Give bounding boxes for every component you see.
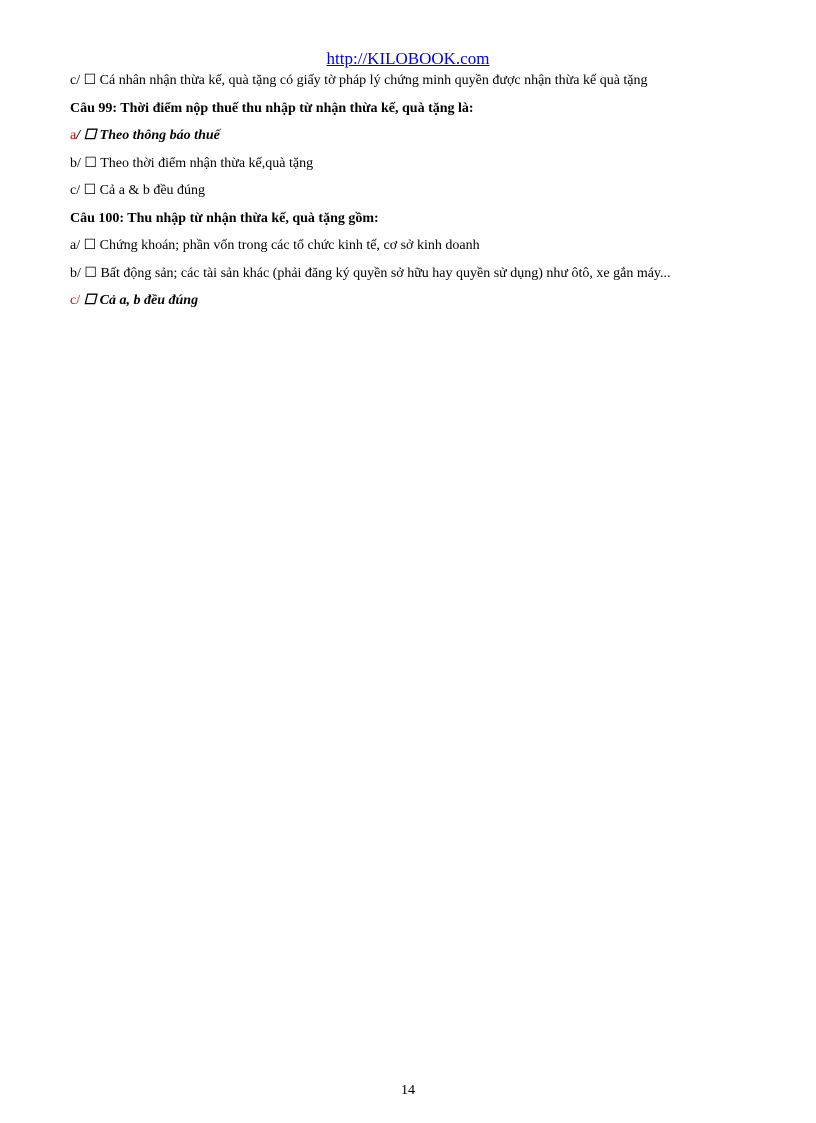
document-body — [70, 72, 770, 320]
header-link[interactable]: http://KILOBOOK.com — [326, 49, 490, 68]
option-text: ☐ Theo thời điểm nhận thừa kế,quà tặng — [84, 155, 314, 171]
option-prefix: b/ — [70, 265, 81, 281]
page-number: 14 — [401, 1083, 415, 1098]
question-100: Câu 100: Thu nhập từ nhận thừa kế, quà tặng gồm: — [70, 210, 379, 226]
option-text: ☐ Cả a & b đều đúng — [83, 183, 206, 198]
answer-option-c-correct — [70, 292, 770, 310]
answer-option-b — [70, 265, 770, 283]
option-prefix: c/ — [70, 293, 81, 308]
answer-option-c — [70, 182, 770, 200]
option-prefix: b/ — [70, 155, 81, 171]
option-prefix: c/ — [70, 73, 81, 88]
option-prefix: c/ — [70, 183, 81, 198]
option-text: ☐ Cả a, b đều đúng — [80, 293, 199, 308]
option-text: ☐ Bất động sản; các tài sản khác (phải đăng ký quyền sở hữu hay quyền sử dụng) như ôtô, xe gắn máy... — [84, 265, 671, 281]
option-text: ☐ Chứng khoán; phần vốn trong các tổ chức kinh tế, cơ sở kinh doanh — [83, 238, 480, 253]
option-text: ☐ Cá nhân nhận thừa kế, quà tặng có giấy tờ pháp lý chứng minh quyền được nhận thừa kế quà tặng — [83, 73, 648, 88]
option-text: / ☐ Theo thông báo thuế — [76, 128, 220, 143]
answer-option-b — [70, 155, 770, 173]
answer-option-a-correct — [70, 127, 770, 145]
option-prefix: a/ — [70, 238, 81, 253]
option-prefix: a — [70, 128, 77, 143]
answer-option-c — [70, 72, 770, 90]
answer-option-a — [70, 237, 770, 255]
question-99: Câu 99: Thời điểm nộp thuế thu nhập từ nhận thừa kế, quà tặng là: — [70, 100, 474, 116]
